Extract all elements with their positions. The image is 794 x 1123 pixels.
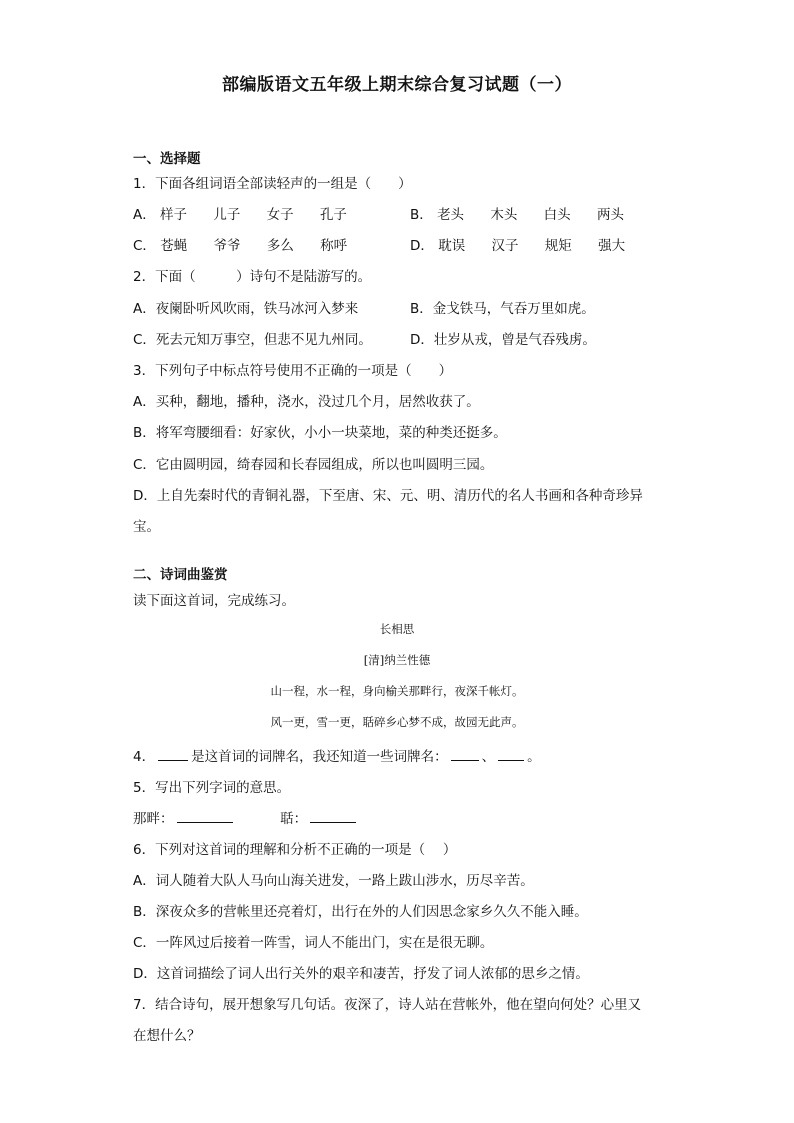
- word: 爷爷: [213, 238, 241, 254]
- question-1-stem: 1．下面各组词语全部读轻声的一组是（ ）: [133, 176, 412, 192]
- question-2-option-b: B．金戈铁马，气吞万里如虎。: [410, 301, 595, 317]
- answer-blank[interactable]: [498, 748, 524, 761]
- word: 老头: [437, 207, 465, 223]
- word: 称呼: [320, 238, 348, 254]
- question-2-option-c: C．死去元知万事空，但悲不见九州同。: [133, 332, 372, 348]
- question-7-line2: 在想什么？: [133, 1028, 201, 1044]
- question-6-option-c: C．一阵风过后接着一阵雪，词人不能出门，实在是很无聊。: [133, 935, 494, 951]
- question-3-option-c: C．它由圆明园，绮春园和长春园组成，所以也叫圆明三园。: [133, 457, 494, 473]
- answer-blank[interactable]: [177, 810, 233, 823]
- question-1-option-c: [133, 234, 369, 254]
- question-3-stem: 3．下列句子中标点符号使用不正确的一项是（ ）: [133, 363, 453, 379]
- question-4-end: 。: [527, 749, 541, 765]
- question-2-stem: 2．下面（ ）诗句不是陆游写的。: [133, 269, 372, 285]
- poem-line-1: 山一程，水一程，身向榆关那畔行，夜深千帐灯。: [270, 684, 524, 698]
- word: 耽误: [438, 238, 466, 254]
- question-6-option-a: A．词人随着大队人马向山海关进发，一路上跋山涉水，历尽辛苦。: [133, 873, 534, 889]
- question-3-option-d-line1: D．上自先秦时代的青铜礼器，下至唐、宋、元、明、清历代的名人书画和各种奇珍异: [133, 488, 643, 504]
- question-5-item-2-label: 聒：: [280, 811, 308, 827]
- word: 汉子: [491, 238, 519, 254]
- question-6-option-d: D．这首词描绘了词人出行关外的艰辛和凄苦，抒发了词人浓郁的思乡之情。: [133, 966, 589, 982]
- answer-blank[interactable]: [451, 748, 479, 761]
- option-label: B．: [410, 207, 433, 223]
- word: 孔子: [319, 207, 347, 223]
- answer-blank[interactable]: [158, 748, 188, 761]
- question-4-text: 是这首词的词牌名，我还知道一些词牌名：: [191, 749, 448, 765]
- word: 样子: [160, 207, 188, 223]
- page-title: 部编版语文五年级上期末综合复习试题（一）: [222, 75, 572, 95]
- section-heading-poetry: 二、诗词曲鉴赏: [133, 567, 228, 583]
- question-6-option-b: B．深夜众多的营帐里还亮着灯，出行在外的人们因思念家乡久久不能入睡。: [133, 904, 588, 920]
- word: 儿子: [213, 207, 241, 223]
- option-label: A．: [133, 207, 156, 223]
- word: 规矩: [544, 238, 572, 254]
- question-3-option-a: A．买种，翻地，播种，浇水，没过几个月，居然收获了。: [133, 394, 480, 410]
- question-6-stem: 6．下列对这首词的理解和分析不正确的一项是（ ）: [133, 842, 457, 858]
- question-4-separator: 、: [481, 749, 496, 765]
- poetry-intro: 读下面这首词，完成练习。: [133, 593, 295, 609]
- answer-blank[interactable]: [310, 810, 356, 823]
- word: 木头: [490, 207, 518, 223]
- word: 多么: [266, 238, 294, 254]
- poem-line-2: 风一更，雪一更，聒碎乡心梦不成，故园无此声。: [270, 715, 524, 729]
- poem-author: [清]纳兰性德: [363, 653, 431, 667]
- question-1-option-b: [410, 203, 646, 223]
- question-5-item-1-label: 那畔：: [133, 811, 174, 827]
- poem-title: 长相思: [379, 622, 415, 636]
- question-2-option-a: A．夜阑卧听风吹雨，铁马冰河入梦来: [133, 301, 359, 317]
- option-label: C．: [133, 238, 156, 254]
- word: 白头: [543, 207, 571, 223]
- word: 两头: [596, 207, 624, 223]
- word: 女子: [266, 207, 294, 223]
- question-5-stem: 5．写出下列字词的意思。: [133, 780, 291, 796]
- question-4-number: 4．: [133, 749, 156, 765]
- question-1-option-d: [410, 234, 647, 254]
- question-7-line1: 7．结合诗句，展开想象写几句话。夜深了，诗人站在营帐外，他在望向何处？心里又: [133, 997, 642, 1013]
- question-3-option-d-line2: 宝。: [133, 519, 160, 535]
- question-2-option-d: D．壮岁从戎，曾是气吞残虏。: [410, 332, 596, 348]
- question-5-items: [133, 807, 359, 827]
- question-3-option-b: B．将军弯腰细看：好家伙，小小一块菜地，菜的种类还挺多。: [133, 425, 507, 441]
- option-label: D．: [410, 238, 434, 254]
- word: 苍蝇: [160, 238, 188, 254]
- question-1-option-a: [133, 203, 369, 223]
- question-4: [133, 745, 541, 765]
- section-heading-choice: 一、选择题: [133, 151, 201, 167]
- word: 强大: [598, 238, 626, 254]
